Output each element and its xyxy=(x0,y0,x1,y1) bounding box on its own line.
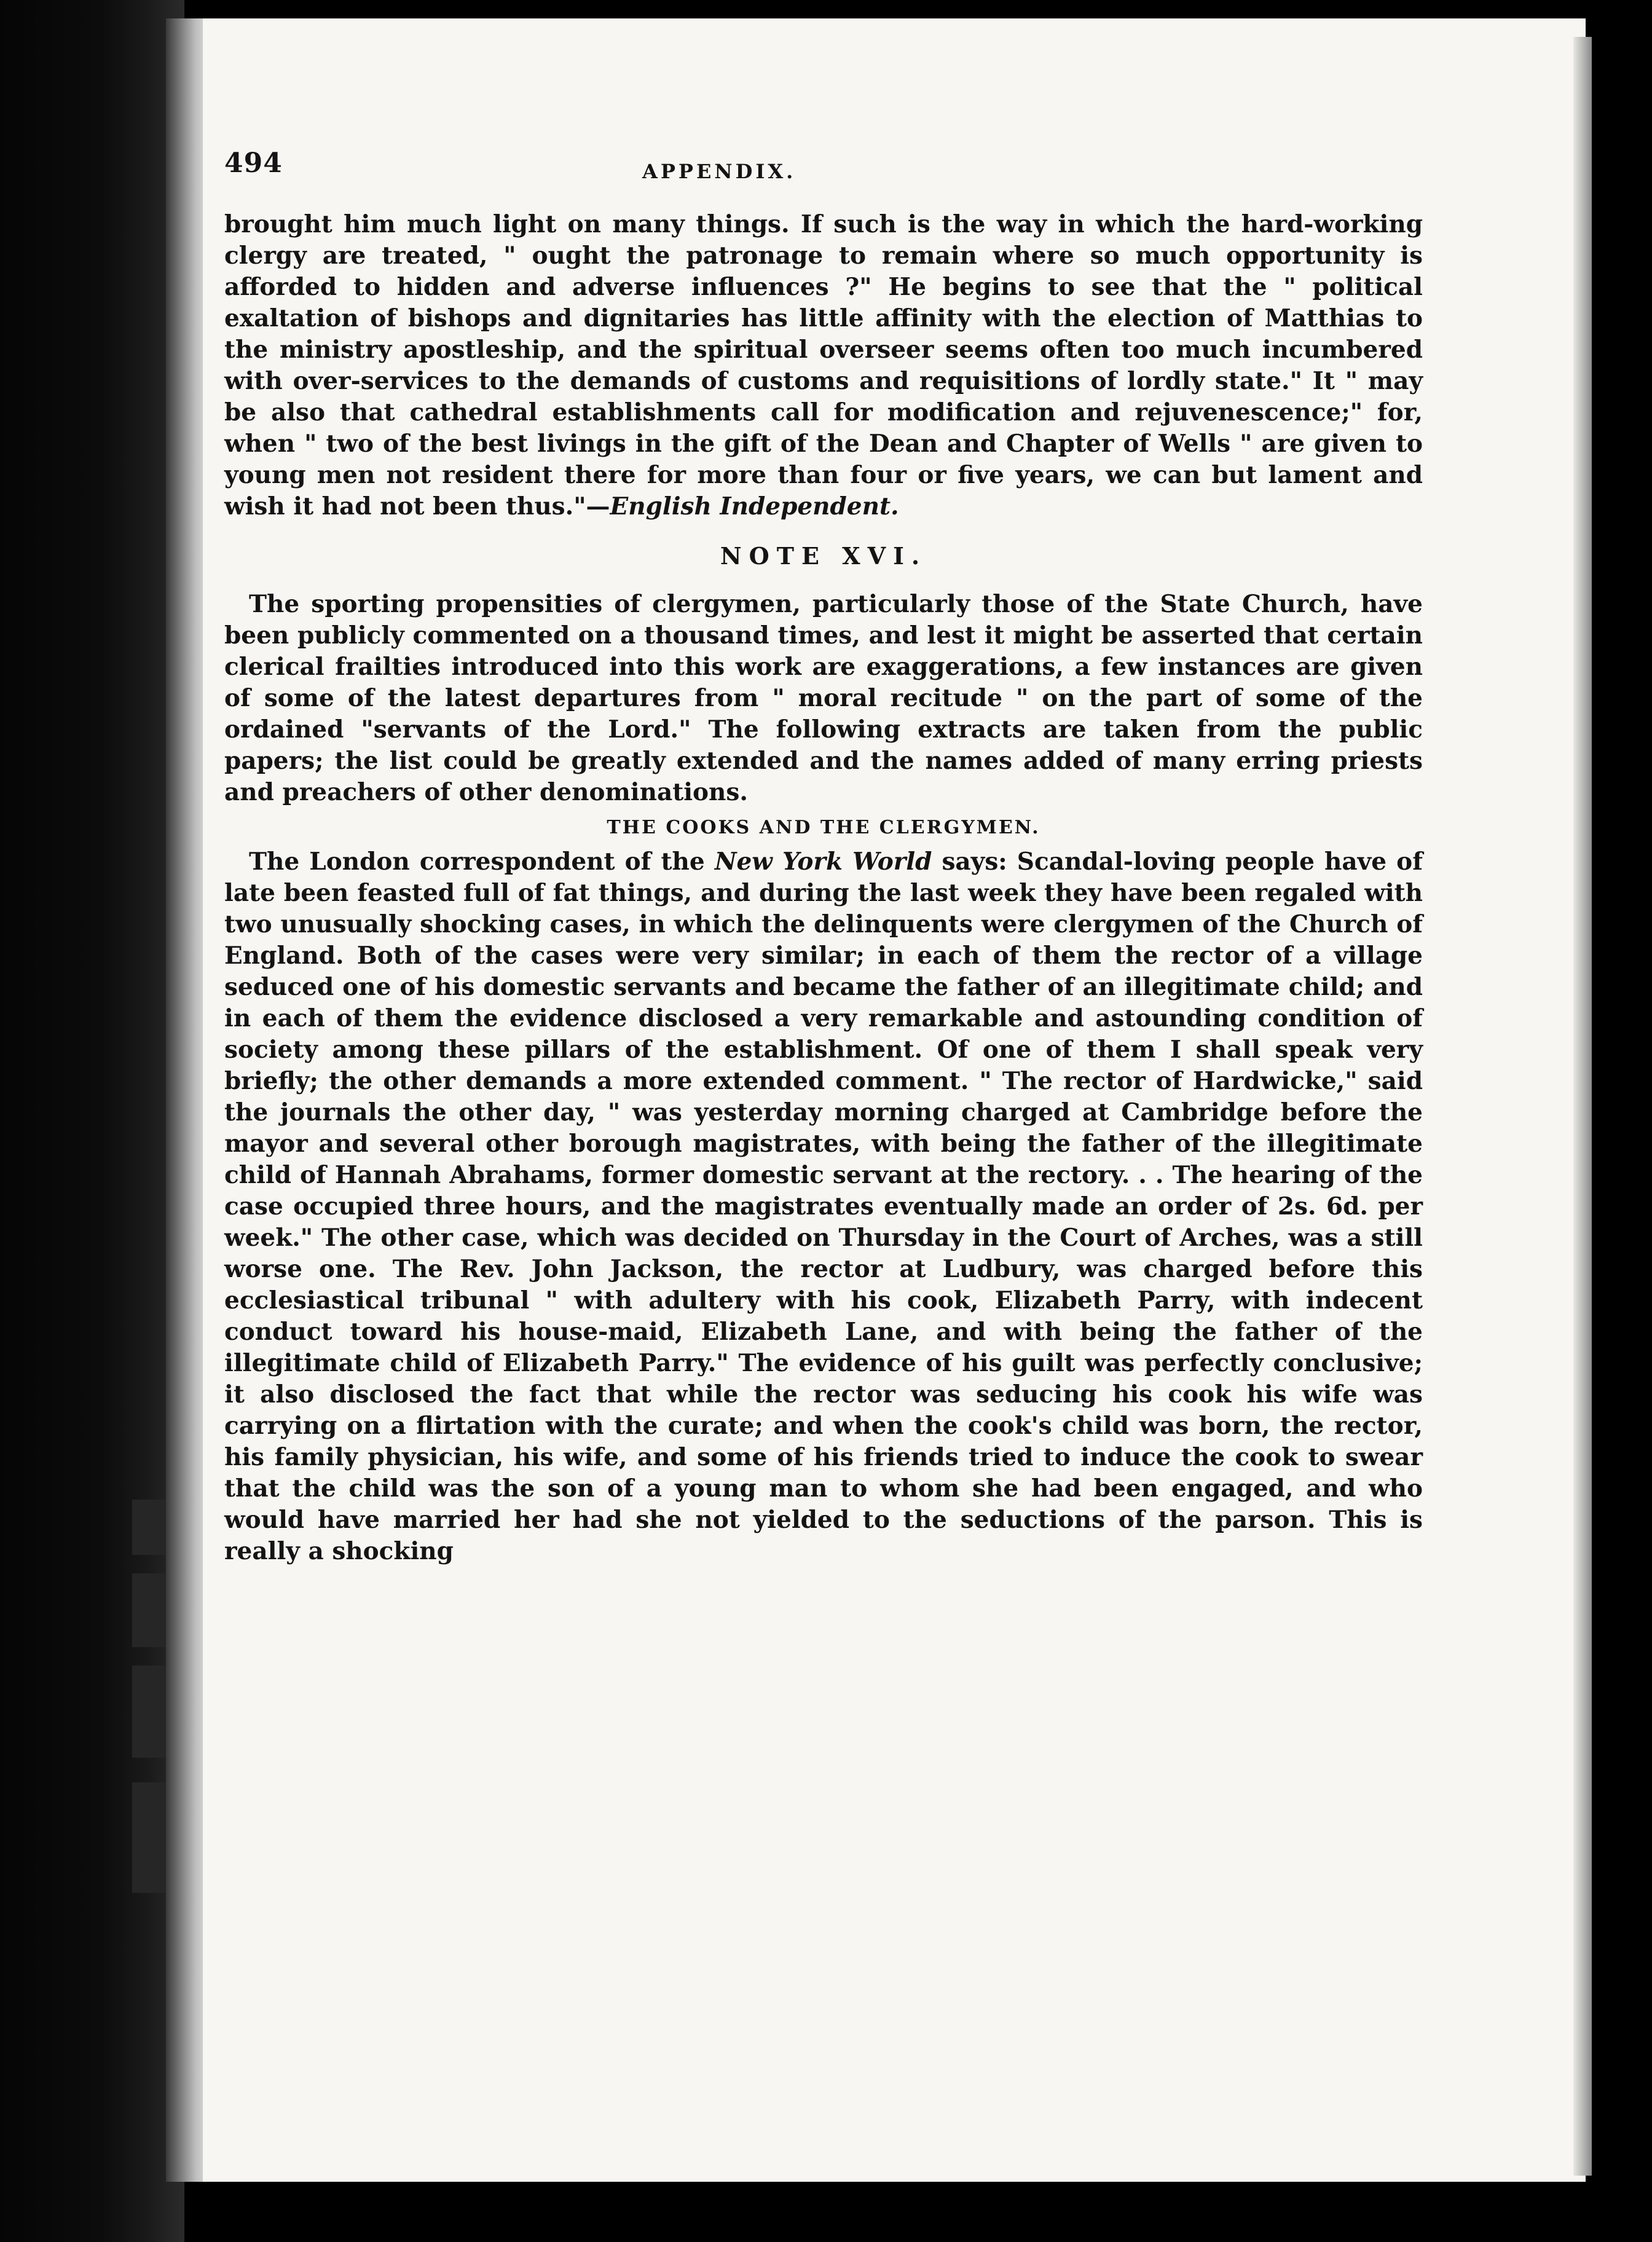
page-text xyxy=(224,141,1423,1567)
paragraph-text: says: Scandal-loving people have of late been feasted full of fat things, and during the last week they have been regaled with two unusually shocking cases, in which the delinquents were clergymen of the Church of England. Both of the cases were very similar; in each of them the rector of a village seduced one of his domestic servants and became the father of an illegitimate child; and in each of them the evidence disclosed a very remarkable and astounding condition of society among these pillars of the establishment. Of one of them I shall speak very briefly; the other demands a more extended comment. " The rector of Hardwicke," said the journals the other day, " was yesterday morning charged at Cambridge before the mayor and several other borough magistrates, with being the father of the illegitimate child of Hannah Abrahams, former domestic servant at the rectory. . . The hearing of the case occupied three hours, and the magistrates eventually made an order of 2s. 6d. per week." The other case, which was decided on Thursday in the Court of Arches, was a still worse one. The Rev. John Jackson, the rector at Ludbury, was charged before this ecclesiastical tribunal " with adultery with his cook, Elizabeth Parry, with indecent conduct toward his house-maid, Elizabeth Lane, and with being the father of the illegitimate child of Elizabeth Parry." The evidence of his guilt was perfectly conclusive; it also disclosed the fact that while the rector was seducing his cook his wife was carrying on a flirtation with the curate; and when the cook's child was born, the rector, his family physician, his wife, and some of his friends tried to induce the cook to swear that the child was the son of a young man to whom she had been engaged, and who would have married her had she not yielded to the seductions of the parson. This is really a shocking xyxy=(224,848,1423,1565)
note-paragraph: The sporting propensities of clergymen, particularly those of the State Church, have been publicly commented on a thousand times, and lest it might be asserted that certain clerical frailties introduced into this work are exaggerations, a few instances are given of some of the latest departures from " moral recitude " on the part of some of the ordained "servants of the Lord." The following extracts are taken from the public papers; the list could be greatly extended and the names added of many erring priests and preachers of other denominations. xyxy=(224,590,1423,806)
book-binding xyxy=(0,0,184,2242)
spine-lettering xyxy=(132,1500,169,1555)
continued-paragraph xyxy=(224,209,1423,522)
page-edge xyxy=(1573,37,1592,2176)
source-citation: English Independent. xyxy=(610,492,899,521)
note-heading: NOTE XVI. xyxy=(720,542,927,570)
paragraph-text: brought him much light on many things. If such is the way in which the hard-working clergy are treated, " ought the patronage to remain where so much opportunity is afforded to hidden and adverse influences ?" He begins to see that the " political exaltation of bishops and dignitaries has little affinity with the election of Matthias to the ministry apostleship, and the spiritual overseer seems often too much incumbered with over-services to the demands of customs and requisitions of lordly state." It " may be also that cathedral establishments call for modification and rejuvenescence;" for, when " two of the best livings in the gift of the Dean and Chapter of Wells " are given to young men not resident there for more than four or five years, we can but lament and wish it had not been thus."— xyxy=(224,210,1423,521)
section-paragraph xyxy=(224,846,1423,1567)
running-title: APPENDIX. xyxy=(642,160,796,183)
spine-lettering xyxy=(132,1782,169,1893)
paragraph-text: The London correspondent of the xyxy=(249,848,715,876)
spine-lettering xyxy=(132,1573,169,1647)
page-number: 494 xyxy=(224,148,283,179)
running-head xyxy=(224,141,1423,209)
spine-lettering xyxy=(132,1666,169,1758)
section-heading: THE COOKS AND THE CLERGYMEN. xyxy=(607,817,1040,838)
publication-name: New York World xyxy=(714,848,932,876)
